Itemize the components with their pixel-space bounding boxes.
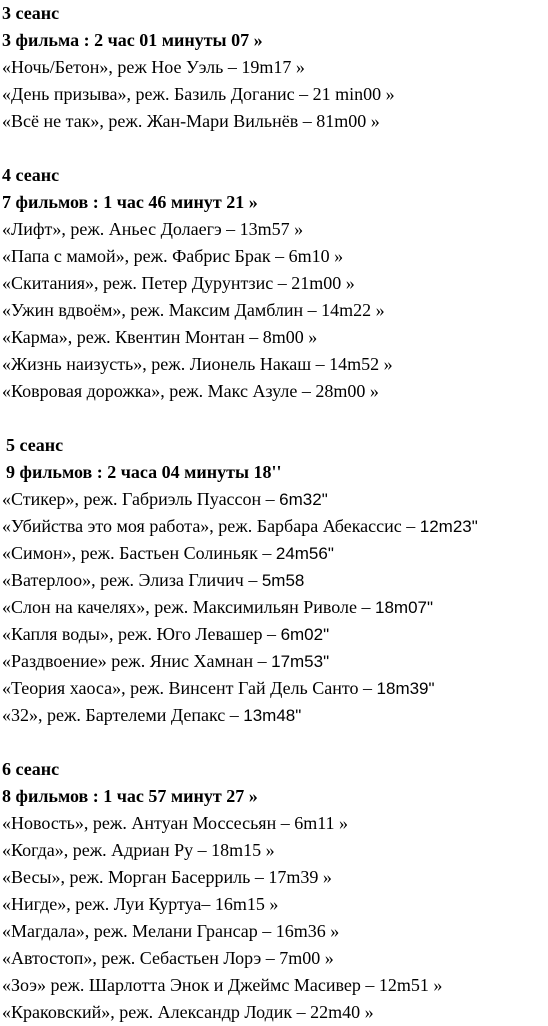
film-description: «Стикер», реж. Габриэль Пуассон – — [2, 489, 280, 509]
spacer — [2, 405, 548, 432]
film-description: «Симон», реж. Бастьен Солиньяк – — [2, 543, 276, 563]
film-description: «Слон на качелях», реж. Максимильян Риволе – — [2, 597, 376, 617]
film-entry — [2, 702, 548, 729]
film-entry — [2, 621, 548, 648]
film-entry: «Автостоп», реж. Себастьен Лорэ – 7m00 » — [2, 948, 334, 968]
film-entry: «Весы», реж. Морган Басерриль – 17m39 » — [2, 867, 332, 887]
session-title: 6 сеанс — [2, 759, 60, 779]
film-entry — [2, 513, 548, 540]
film-entry — [2, 540, 548, 567]
film-entry: «Магдала», реж. Мелани Грансар – 16m36 » — [2, 921, 340, 941]
film-entry: «Скитания», реж. Петер Дурунтзис – 21m00 » — [2, 273, 355, 293]
film-description: «Теория хаоса», реж. Винсент Гай Дель Санто – — [2, 678, 377, 698]
film-entry: «Краковский», реж. Александр Лодик – 22m40 » — [2, 1002, 374, 1022]
film-entry — [2, 567, 548, 594]
film-duration: 17m53" — [271, 652, 330, 671]
film-description: «Капля воды», реж. Юго Левашер – — [2, 624, 281, 644]
session-summary: 7 фильмов : 1 час 46 минут 21 » — [2, 192, 258, 212]
spacer — [2, 729, 548, 756]
film-entry: «Всё не так», реж. Жан-Мари Вильнёв – 81m00 » — [2, 111, 380, 131]
film-entry: «Новость», реж. Антуан Моссесьян – 6m11 » — [2, 813, 349, 833]
session-title: 5 сеанс — [6, 435, 64, 455]
document-page — [2, 0, 548, 1026]
film-description: «32», реж. Бартелеми Депакс – — [2, 705, 244, 725]
session-title: 4 сеанс — [2, 165, 60, 185]
film-duration: 18m39" — [376, 679, 435, 698]
film-description: «Ватерлоо», реж. Элиза Гличич – — [2, 570, 262, 590]
film-entry: «Зоэ» реж. Шарлотта Энок и Джеймс Масивер – 12m51 » — [2, 975, 443, 995]
film-description: «Убийства это моя работа», реж. Барбара Абекассис – — [2, 516, 420, 536]
film-entry: «День призыва», реж. Базиль Доганис – 21 min00 » — [2, 84, 395, 104]
film-duration: 6m02" — [280, 625, 330, 644]
session-summary: 8 фильмов : 1 час 57 минут 27 » — [2, 786, 258, 806]
film-entry: «Карма», реж. Квентин Монтан – 8m00 » — [2, 327, 318, 347]
session-summary: 9 фильмов : 2 часа 04 минуты 18'' — [6, 462, 282, 482]
film-description: «Раздвоение» реж. Янис Хамнан – — [2, 651, 272, 671]
film-duration: 5m58 — [261, 571, 305, 590]
session-block — [2, 756, 548, 1026]
film-duration: 13m48" — [243, 706, 302, 725]
session-summary: 3 фильма : 2 час 01 минуты 07 » — [2, 30, 263, 50]
film-entry: «Ковровая дорожка», реж. Макс Азуле – 28m00 » — [2, 381, 379, 401]
film-duration: 24m56" — [275, 544, 334, 563]
film-entry: «Жизнь наизусть», реж. Лионель Накаш – 14m52 » — [2, 354, 393, 374]
film-entry: «Ночь/Бетон», реж Ное Уэль – 19m17 » — [2, 57, 305, 77]
film-entry — [2, 594, 548, 621]
film-entry: «Когда», реж. Адриан Ру – 18m15 » — [2, 840, 275, 860]
session-block — [2, 0, 548, 135]
film-entry: «Нигде», реж. Луи Куртуа– 16m15 » — [2, 894, 279, 914]
film-entry: «Папа с мамой», реж. Фабрис Брак – 6m10 » — [2, 246, 344, 266]
film-entry — [2, 486, 548, 513]
session-block — [2, 432, 548, 729]
film-entry — [2, 675, 548, 702]
film-entry: «Ужин вдвоём», реж. Максим Дамблин – 14m22 » — [2, 300, 385, 320]
spacer — [2, 135, 548, 162]
session-block — [2, 162, 548, 405]
film-duration: 6m32" — [279, 490, 328, 509]
film-duration: 12m23" — [419, 517, 478, 536]
film-duration: 18m07" — [375, 598, 434, 617]
film-entry — [2, 648, 548, 675]
session-title: 3 сеанс — [2, 3, 60, 23]
film-entry: «Лифт», реж. Аньес Долаегэ – 13m57 » — [2, 219, 304, 239]
